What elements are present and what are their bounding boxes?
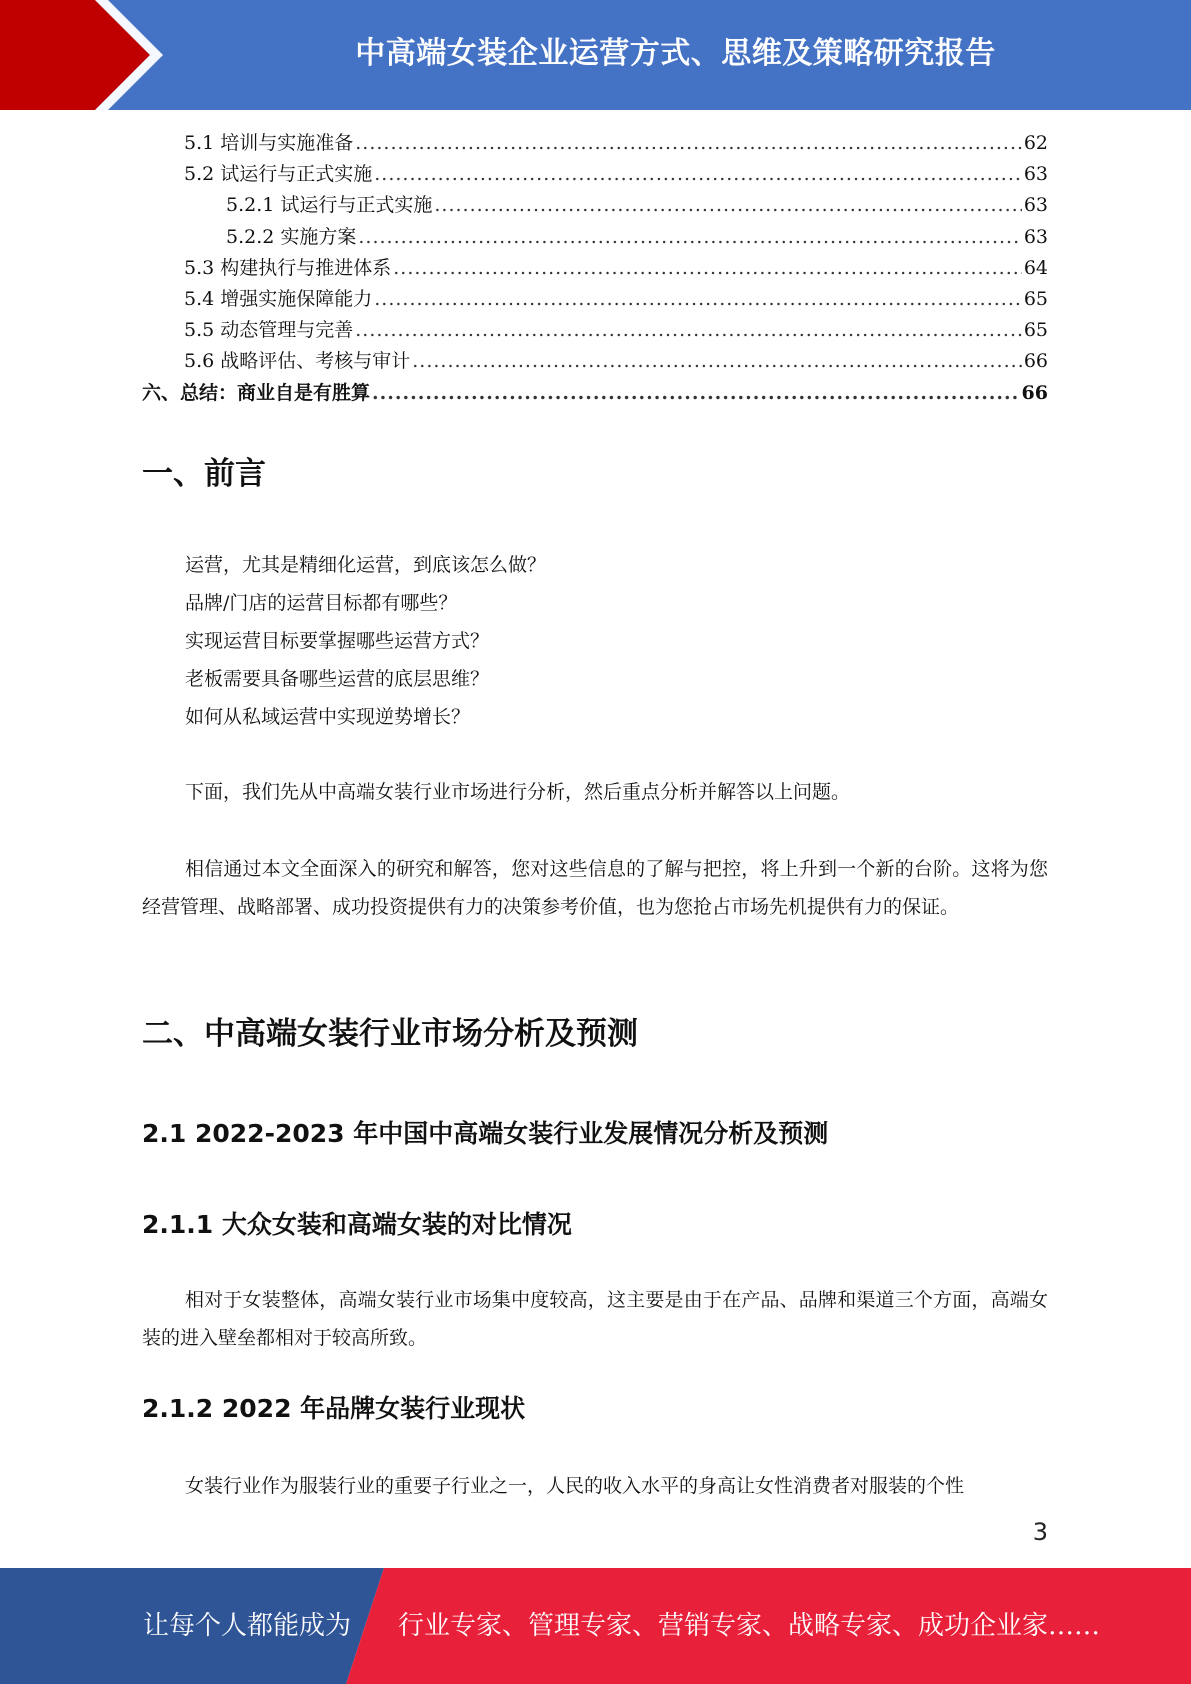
toc-entry-page: 63 — [1023, 163, 1048, 186]
toc-leader-dots — [358, 222, 1021, 253]
toc-leader-dots — [393, 253, 1022, 284]
subsection-heading-2-1-1: 2.1.1 大众女装和高端女装的对比情况 — [142, 1210, 572, 1239]
section-heading-preface: 一、前言 — [142, 456, 266, 492]
footer-slogan-left: 让每个人都能成为 — [143, 1611, 352, 1641]
toc-entry[interactable] — [142, 190, 1048, 221]
toc-entry-label: 5.1 培训与实施准备 — [184, 132, 354, 154]
paragraph-2-1-1: 相对于女装整体，高端女装行业市场集中度较高，这主要是由于在产品、品牌和渠道三个方面，高端女装的进入壁垒都相对于较高所致。 — [142, 1289, 1048, 1349]
question-item: 老板需要具备哪些运营的底层思维？ — [185, 668, 490, 690]
toc-entry[interactable] — [142, 315, 1048, 346]
toc-leader-dots — [374, 159, 1022, 190]
section-heading-market-analysis: 二、中高端女装行业市场分析及预测 — [142, 1016, 638, 1052]
toc-entry-label: 5.4 增强实施保障能力 — [184, 287, 373, 310]
table-of-contents — [142, 128, 1048, 409]
toc-leader-dots — [374, 284, 1022, 315]
toc-entry-page: 62 — [1023, 132, 1048, 154]
toc-entry-page: 63 — [1023, 225, 1048, 248]
toc-entry-page: 64 — [1023, 256, 1048, 279]
toc-leader-dots — [355, 315, 1022, 346]
footer-slogan-right: 行业专家、管理专家、营销专家、战略专家、成功企业家…… — [398, 1611, 1101, 1641]
toc-entry-page: 66 — [1021, 381, 1048, 404]
preface-paragraph-2: 相信通过本文全面深入的研究和解答，您对这些信息的了解与把控，将上升到一个新的台阶。这将为您经营管理、战略部署、成功投资提供有力的决策参考价值，也为您抢占市场先机提供有力的保证。 — [142, 858, 1048, 918]
preface-paragraph-1: 下面，我们先从中高端女装行业市场进行分析，然后重点分析并解答以上问题。 — [185, 781, 851, 803]
report-title: 中高端女装企业运营方式、思维及策略研究报告 — [355, 36, 996, 71]
toc-leader-dots — [372, 378, 1020, 409]
question-item: 实现运营目标要掌握哪些运营方式？ — [185, 630, 490, 652]
toc-entry-page: 66 — [1023, 350, 1048, 373]
subsection-heading-2-1-2: 2.1.2 2022 年品牌女装行业现状 — [142, 1394, 526, 1423]
toc-entry[interactable] — [142, 159, 1048, 190]
toc-leader-dots — [412, 346, 1022, 377]
subsection-heading-2-1: 2.1 2022-2023 年中国中高端女装行业发展情况分析及预测 — [142, 1119, 829, 1148]
toc-entry[interactable] — [142, 346, 1048, 377]
report-header — [0, 0, 1191, 110]
toc-entry-label: 六、总结：商业自是有胜算 — [142, 381, 371, 404]
toc-entry[interactable] — [142, 378, 1048, 409]
toc-entry-label: 5.2 试运行与正式实施 — [184, 163, 373, 186]
toc-leader-dots — [434, 190, 1021, 221]
toc-leader-dots — [355, 128, 1022, 159]
toc-entry-page: 65 — [1023, 287, 1048, 310]
question-list — [185, 546, 546, 736]
page-number: 3 — [1032, 1518, 1048, 1546]
toc-entry[interactable] — [142, 128, 1048, 159]
toc-entry[interactable] — [142, 253, 1048, 284]
toc-entry-label: 5.2.1 试运行与正式实施 — [226, 194, 433, 217]
toc-entry[interactable] — [142, 284, 1048, 315]
question-item: 如何从私域运营中实现逆势增长？ — [185, 706, 471, 728]
paragraph-2-1-2: 女装行业作为服装行业的重要子行业之一，人民的收入水平的身高让女性消费者对服装的个性 — [185, 1475, 965, 1497]
toc-entry-label: 5.2.2 实施方案 — [226, 225, 357, 248]
toc-entry-page: 63 — [1023, 194, 1048, 217]
toc-entry[interactable] — [142, 222, 1048, 253]
report-footer — [0, 1568, 1191, 1684]
question-item: 品牌/门店的运营目标都有哪些？ — [185, 592, 458, 614]
toc-entry-label: 5.3 构建执行与推进体系 — [184, 256, 392, 279]
toc-entry-label: 5.5 动态管理与完善 — [184, 319, 354, 342]
toc-entry-label: 5.6 战略评估、考核与审计 — [184, 350, 411, 373]
toc-entry-page: 65 — [1023, 319, 1048, 342]
question-item: 运营，尤其是精细化运营，到底该怎么做？ — [185, 554, 547, 576]
